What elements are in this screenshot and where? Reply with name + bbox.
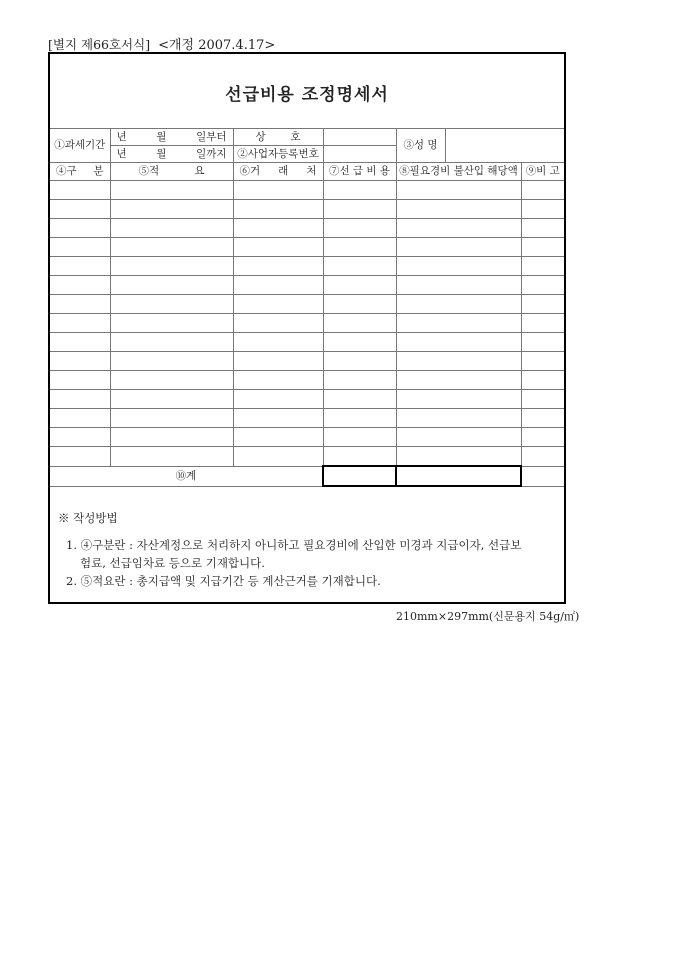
name-value[interactable]: [445, 129, 564, 162]
table-cell[interactable]: [233, 257, 323, 276]
table-cell[interactable]: [323, 295, 396, 314]
table-cell[interactable]: [110, 333, 233, 352]
table-cell[interactable]: [110, 219, 233, 238]
table-cell[interactable]: [323, 257, 396, 276]
table-cell[interactable]: [521, 352, 564, 371]
table-row: [50, 428, 564, 447]
table-cell[interactable]: [323, 238, 396, 257]
table-cell[interactable]: [323, 371, 396, 390]
table-cell[interactable]: [233, 276, 323, 295]
table-cell[interactable]: [521, 409, 564, 428]
table-row: [50, 333, 564, 352]
bizno-label: ②사업자등록번호: [233, 146, 323, 163]
table-cell[interactable]: [396, 447, 521, 467]
table-cell[interactable]: [396, 257, 521, 276]
table-cell[interactable]: [233, 428, 323, 447]
table-cell[interactable]: [110, 276, 233, 295]
total-label: ⑩계: [50, 466, 323, 486]
table-cell[interactable]: [396, 276, 521, 295]
table-cell[interactable]: [233, 333, 323, 352]
table-cell[interactable]: [396, 200, 521, 219]
table-cell[interactable]: [110, 314, 233, 333]
table-row: [50, 352, 564, 371]
table-row: [50, 200, 564, 219]
table-cell[interactable]: [521, 333, 564, 352]
table-cell[interactable]: [396, 219, 521, 238]
table-cell[interactable]: [50, 257, 110, 276]
table-cell[interactable]: [50, 314, 110, 333]
table-cell[interactable]: [396, 314, 521, 333]
period-from: 년 월 일부터: [110, 129, 233, 146]
table-cell[interactable]: [396, 352, 521, 371]
table-cell[interactable]: [50, 390, 110, 409]
table-cell[interactable]: [50, 200, 110, 219]
table-cell[interactable]: [521, 200, 564, 219]
table-cell[interactable]: [396, 390, 521, 409]
table-cell[interactable]: [110, 447, 233, 467]
table-cell[interactable]: [323, 390, 396, 409]
table-cell[interactable]: [110, 371, 233, 390]
table-row: [50, 314, 564, 333]
table-cell[interactable]: [50, 238, 110, 257]
table-cell[interactable]: [110, 352, 233, 371]
table-cell[interactable]: [521, 181, 564, 200]
table-cell[interactable]: [396, 295, 521, 314]
table-cell[interactable]: [323, 428, 396, 447]
table-row: [50, 371, 564, 390]
table-cell[interactable]: [233, 371, 323, 390]
table-cell[interactable]: [110, 390, 233, 409]
table-row: [50, 447, 564, 467]
table-cell[interactable]: [521, 447, 564, 467]
table-cell[interactable]: [50, 352, 110, 371]
table-cell[interactable]: [323, 200, 396, 219]
table-cell[interactable]: [110, 181, 233, 200]
table-cell[interactable]: [521, 428, 564, 447]
table-row: [50, 181, 564, 200]
col-summary: ⑤적 요: [110, 163, 233, 181]
table-cell[interactable]: [396, 181, 521, 200]
table-cell[interactable]: [521, 257, 564, 276]
table-cell[interactable]: [521, 295, 564, 314]
table-cell[interactable]: [50, 428, 110, 447]
form-grid: [50, 128, 564, 487]
table-cell[interactable]: [233, 219, 323, 238]
paper-spec: 210mm×297mm(신문용지 54g/㎡): [396, 610, 580, 623]
table-cell[interactable]: [323, 219, 396, 238]
table-cell[interactable]: [110, 428, 233, 447]
total-prepaid[interactable]: [323, 466, 396, 486]
table-cell[interactable]: [233, 390, 323, 409]
bizno-value[interactable]: [323, 146, 396, 163]
table-cell[interactable]: [50, 371, 110, 390]
table-row: [50, 409, 564, 428]
table-cell[interactable]: [233, 447, 323, 467]
table-cell[interactable]: [233, 314, 323, 333]
col-remark: ⑨비 고: [521, 163, 564, 181]
table-row: [50, 238, 564, 257]
table-cell[interactable]: [50, 447, 110, 467]
col-nondeduct: ⑧필요경비 불산입 해당액: [396, 163, 521, 181]
period-label: ①과세기간: [50, 129, 110, 163]
table-cell[interactable]: [110, 295, 233, 314]
table-cell[interactable]: [233, 181, 323, 200]
table-cell[interactable]: [110, 409, 233, 428]
period-to: 년 월 일까지: [110, 146, 233, 163]
name-label: ③성 명: [397, 129, 446, 162]
table-cell[interactable]: [396, 238, 521, 257]
instruction-item-2: 2. ⑤적요란 : 총지급액 및 지급기간 등 계산근거를 기재합니다.: [66, 574, 381, 588]
table-row: [50, 276, 564, 295]
table-cell[interactable]: [323, 409, 396, 428]
table-cell[interactable]: [50, 219, 110, 238]
instruction-item-1-cont: 험료, 선급임차료 등으로 기재합니다.: [80, 556, 265, 570]
table-cell[interactable]: [396, 371, 521, 390]
table-cell[interactable]: [521, 238, 564, 257]
table-cell[interactable]: [233, 409, 323, 428]
table-cell[interactable]: [323, 333, 396, 352]
table-cell[interactable]: [110, 257, 233, 276]
instructions-heading: ※ 작성방법: [58, 511, 118, 525]
table-cell[interactable]: [233, 200, 323, 219]
instructions: [58, 509, 558, 590]
table-cell[interactable]: [50, 295, 110, 314]
instruction-item-1: 1. ④구분란 : 자산계정으로 처리하지 아니하고 필요경비에 산입한 미경과 지급이자, 선급보: [66, 538, 522, 552]
table-cell[interactable]: [396, 409, 521, 428]
table-cell[interactable]: [50, 181, 110, 200]
table-cell[interactable]: [110, 238, 233, 257]
form-header: [48, 34, 275, 53]
table-cell[interactable]: [323, 352, 396, 371]
table-cell[interactable]: [233, 238, 323, 257]
table-cell[interactable]: [50, 333, 110, 352]
table-cell[interactable]: [110, 200, 233, 219]
table-row: [50, 257, 564, 276]
table-cell[interactable]: [323, 314, 396, 333]
col-vendor: ⑥거 래 처: [233, 163, 323, 181]
total-nondeduct[interactable]: [396, 466, 521, 486]
table-cell[interactable]: [323, 181, 396, 200]
table-cell[interactable]: [521, 219, 564, 238]
table-row: [50, 219, 564, 238]
table-cell[interactable]: [323, 276, 396, 295]
revision-date: <개정 2007.4.17>: [158, 38, 276, 53]
col-category: ④구 분: [50, 163, 110, 181]
form-frame: [48, 52, 566, 604]
table-cell[interactable]: [521, 314, 564, 333]
table-cell[interactable]: [323, 447, 396, 467]
table-cell[interactable]: [233, 295, 323, 314]
table-cell[interactable]: [396, 428, 521, 447]
company-value[interactable]: [323, 129, 396, 146]
table-row: [50, 295, 564, 314]
table-cell[interactable]: [50, 409, 110, 428]
page-title: 선급비용 조정명세서: [225, 85, 389, 105]
company-label: 상 호: [233, 129, 323, 146]
form-label: [별지 제66호서식]: [48, 37, 151, 52]
table-cell[interactable]: [521, 276, 564, 295]
col-prepaid: ⑦선 급 비 용: [323, 163, 396, 181]
table-cell[interactable]: [233, 352, 323, 371]
name-cell: [396, 129, 564, 163]
table-row: [50, 390, 564, 409]
total-remark[interactable]: [521, 466, 564, 486]
table-cell[interactable]: [521, 390, 564, 409]
table-cell[interactable]: [521, 371, 564, 390]
table-cell[interactable]: [396, 333, 521, 352]
table-cell[interactable]: [50, 276, 110, 295]
